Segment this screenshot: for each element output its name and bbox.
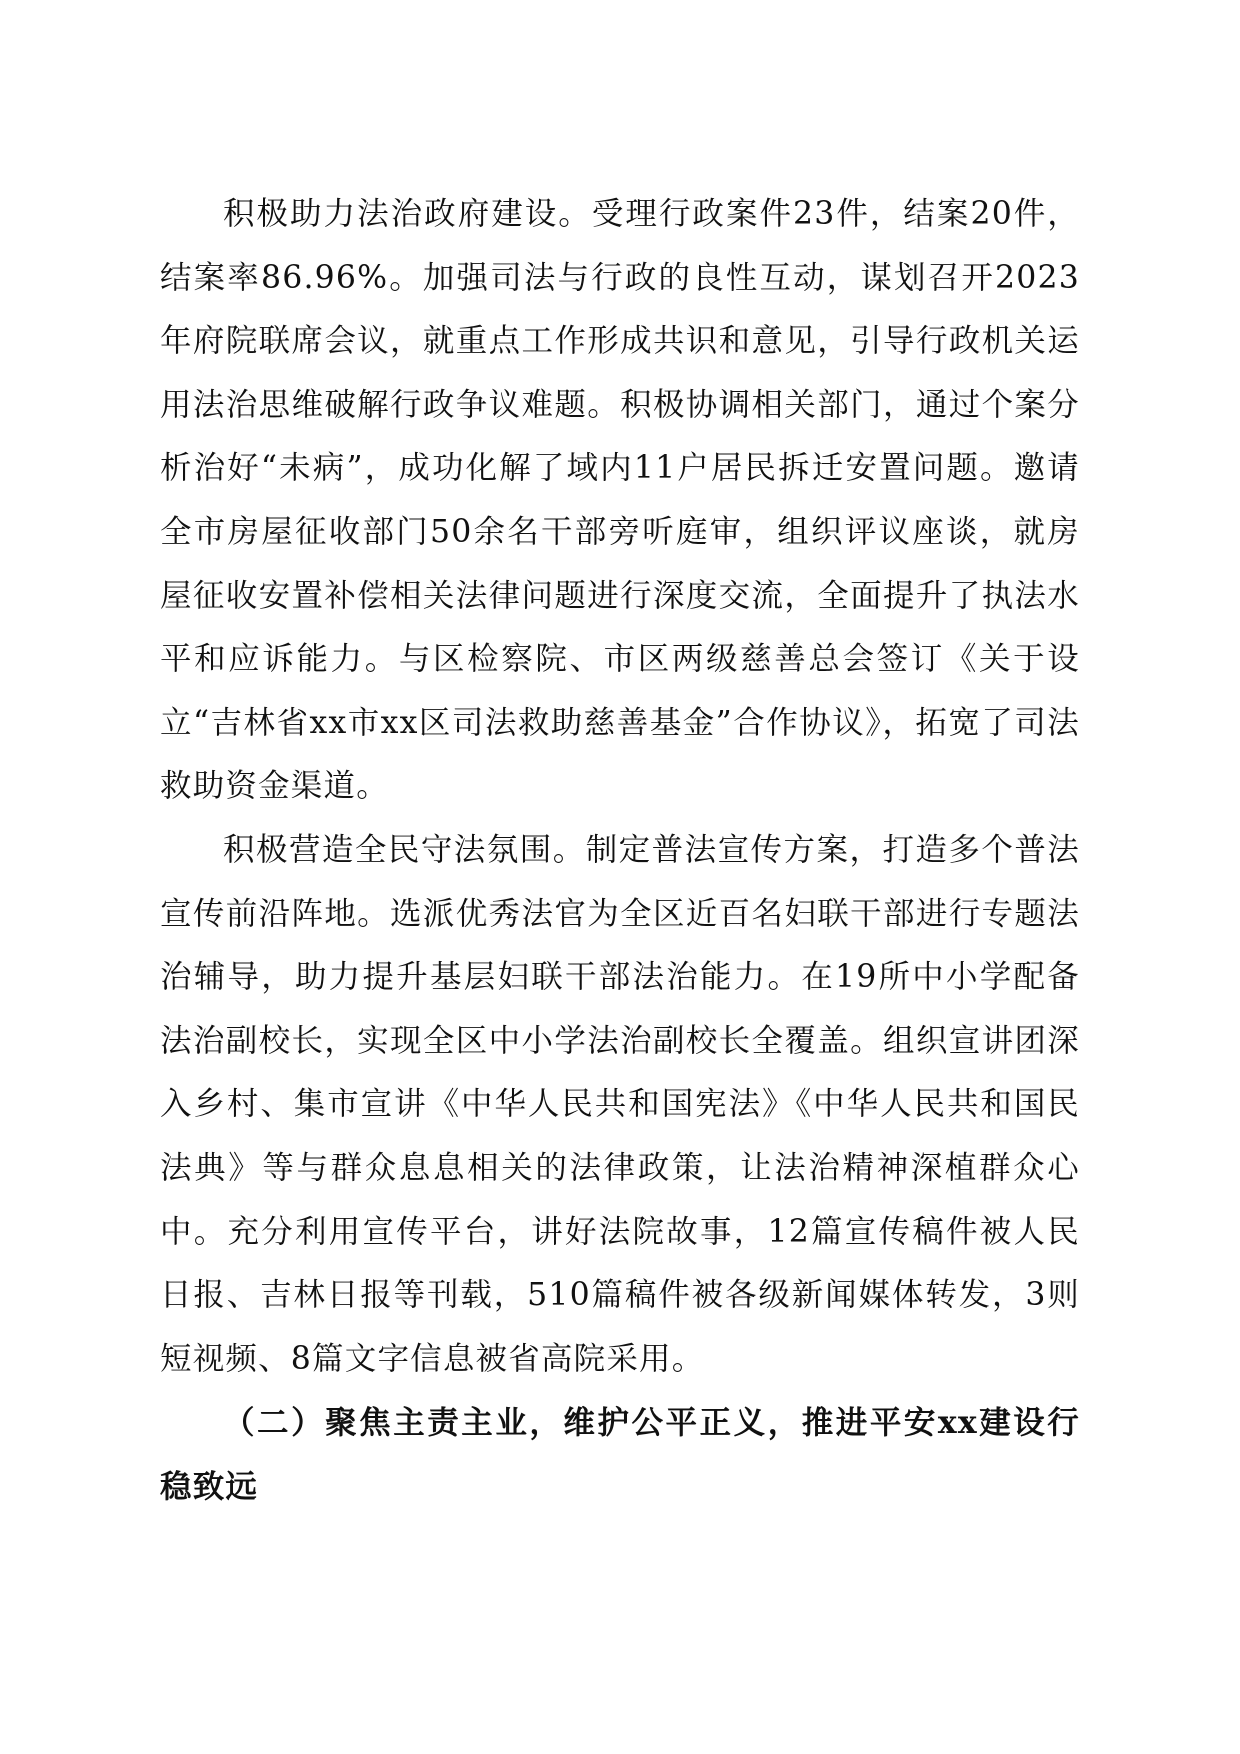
paragraph-law-abiding-atmosphere: 积极营造全民守法氛围。制定普法宣传方案，打造多个普法宣传前沿阵地。选派优秀法官为全区近百名妇联干部进行专题法治辅导，助力提升基层妇联干部法治能力。在19所中小学配备法治副校长，实现全区中小学法治副校长全覆盖。组织宣讲团深入乡村、集市宣讲《中华人民共和国宪法》《中华人民共和国民法典》等与群众息息相关的法律政策，让法治精神深植群众心中。充分利用宣传平台，讲好法院故事，12篇宣传稿件被人民日报、吉林日报等刊载，510篇稿件被各级新闻媒体转发，3则短视频、8篇文字信息被省高院采用。: [160, 831, 1080, 1377]
document-body: [160, 183, 1080, 1518]
section-heading: （二）聚焦主责主业，维护公平正义，推进平安xx建设行稳致远: [160, 1404, 1080, 1505]
paragraph-rule-of-law-government: 积极助力法治政府建设。受理行政案件23件，结案20件，结案率86.96%。加强司法与行政的良性互动，谋划召开2023年府院联席会议，就重点工作形成共识和意见，引导行政机关运用法治思维破解行政争议难题。积极协调相关部门，通过个案分析治好“未病”，成功化解了域内11户居民拆迁安置问题。邀请全市房屋征收部门50余名干部旁听庭审，组织评议座谈，就房屋征收安置补偿相关法律问题进行深度交流，全面提升了执法水平和应诉能力。与区检察院、市区两级慈善总会签订《关于设立“吉林省xx市xx区司法救助慈善基金”合作协议》，拓宽了司法救助资金渠道。: [160, 196, 1080, 805]
